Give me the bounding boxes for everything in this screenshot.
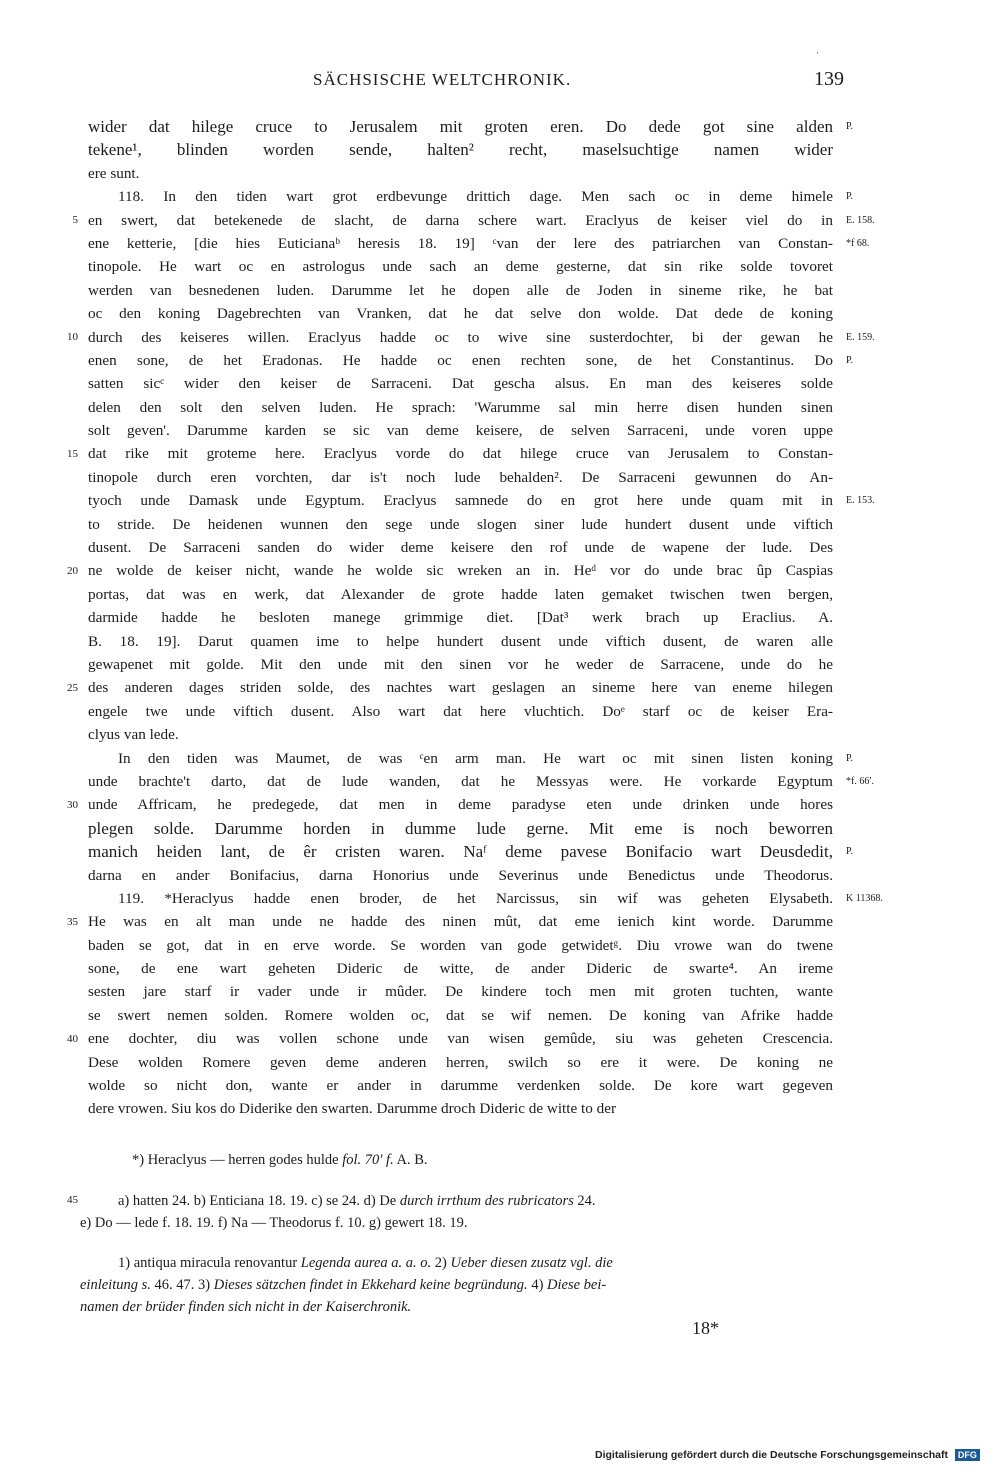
margin-reference: P.: [846, 846, 853, 858]
note-row-1: [80, 1252, 835, 1274]
note-row-3: namen der brüder finden sich nicht in der Kaiserchronik.: [80, 1299, 412, 1315]
text-line: werden van besnedenen luden. Darumme let he dopen alle de Joden in sineme rike, he bat: [88, 281, 833, 299]
line-number: 35: [67, 915, 78, 928]
text-line: enen sone, de het Eradonas. He hadde oc enen rechten sone, de het Constantinus. Do: [88, 351, 833, 369]
text-line: ne wolde de keiser nicht, wande he wolde sic wreken an in. Heᵈ vor do unde brac ûp Caspias: [88, 562, 833, 580]
text-line: clyus van lede.: [88, 726, 179, 744]
text-line: darna en ander Bonifacius, darna Honorius unde Severinus unde Benedictus unde Theodorus.: [88, 866, 833, 884]
text-line: 119. *Heraclyus hadde enen broder, de het Narcissus, sin wif was geheten Elysabeth.: [118, 889, 833, 907]
running-head: SÄCHSISCHE WELTCHRONIK.: [313, 70, 572, 89]
text-line: plegen solde. Darumme horden in dumme lude gerne. Mit eme is noch beworren: [88, 818, 833, 838]
line-number: 10: [67, 330, 78, 343]
note-row-1d: Ueber diesen zusatz vgl. die: [450, 1255, 613, 1271]
variant-row-1-text: a) hatten 24. b) Enticiana 18. 19. c) se 24. d) De: [118, 1193, 400, 1209]
margin-reference: P.: [846, 191, 853, 203]
text-line: unde Affricam, he predegede, dat men in deme paradyse eten unde drinken unde hores: [88, 796, 833, 814]
footer-credit: [595, 1449, 980, 1461]
text-line: satten sicᶜ wider den keiser de Sarraceni. Dat gescha alsus. En man des keiseres solde: [88, 375, 833, 393]
variant-row-1: [80, 1190, 835, 1212]
text-line: 118. In den tiden wart grot erdbevunge drittich dage. Men sach oc in deme himele: [118, 188, 833, 206]
footnote-star-suffix: A. B.: [393, 1152, 428, 1168]
text-line: engele twe unde viftich dusent. Also wart dat here vluchtich. Doᵉ starf oc de keiser Era-: [88, 702, 833, 720]
variants-line-number: 45: [67, 1194, 78, 1206]
text-line: darmide hadde he besloten manege grimmige diet. [Dat³ werk brach up Eraclius. A.: [88, 609, 833, 627]
note-row-2: [80, 1274, 835, 1296]
text-line: sesten jare starf ir vader unde ir mûder. De kindere toch men mit groten tuchten, wante: [88, 983, 833, 1001]
line-number: 20: [67, 564, 78, 577]
text-line: oc den koning Dagebrechten van Vranken, dat he dat selve don wolde. Dat dede de koning: [88, 305, 833, 323]
text-line: B. 18. 19]. Darut quamen ime to helpe hundert dusent unde viftich dusent, de waren alle: [88, 632, 833, 650]
text-line: manich heiden lant, de êr cristen waren. Naᶠ deme pavese Bonifacio wart Deusdedit,: [88, 842, 833, 862]
text-line: se swert nemen solden. Romere wolden oc, dat se wif nemen. De koning van Afrike hadde: [88, 1006, 833, 1024]
margin-reference: P.: [846, 752, 853, 764]
note-row-2e: Diese bei-: [547, 1277, 607, 1293]
margin-reference: K 11368.: [846, 893, 883, 905]
note-row-2b: 46. 47. 3): [150, 1277, 214, 1293]
text-line: wider dat hilege cruce to Jerusalem mit groten eren. Do dede got sine alden: [88, 117, 833, 136]
text-line: In den tiden was Maumet, de was ᶜen arm man. He wart oc mit sinen listen koning: [118, 749, 833, 767]
note-row-1a: 1) antiqua miracula renovantur: [118, 1255, 301, 1271]
text-line: ene dochter, diu was vollen schone unde van wisen gemûde, siu was geheten Crescencia.: [88, 1030, 833, 1048]
text-line: sone, de ene wart geheten Dideric de witte, de ander Dideric de swarte⁴. An ireme: [88, 960, 833, 978]
text-line: tinopole. He wart oc en astrologus unde sach an deme gesterne, dat sin rike solde tovoret: [88, 258, 833, 276]
footnote-star: [80, 1152, 887, 1169]
line-number: 30: [67, 798, 78, 811]
line-number: 40: [67, 1032, 78, 1045]
margin-reference: P.: [846, 121, 853, 132]
text-line: ere sunt.: [88, 164, 140, 182]
main-text: [88, 115, 833, 1121]
note-row-2a: einleitung s.: [80, 1277, 151, 1293]
margin-reference: P.: [846, 355, 853, 366]
text-line: dat rike mit groteme here. Eraclyus vorde do dat hilege cruce van Jerusalem to Constan-: [88, 445, 833, 463]
text-line: tekene¹, blinden worden sende, halten² recht, maselsuchtige namen wider: [88, 140, 833, 160]
text-line: dere vrowen. Siu kos do Diderike den swarten. Darumme droch Dideric de witte to der: [88, 1100, 617, 1118]
footnote-star-italic: fol. 70′ f.: [342, 1152, 394, 1168]
text-line: portas, dat was en werk, dat Alexander de grote hadde laten gemaket twischen twen bergen,: [88, 585, 833, 603]
line-number: 5: [72, 213, 78, 226]
editor-notes: [80, 1252, 835, 1318]
text-line: to stride. De heidenen wunnen den sege unde slogen siner lude hundert dusent unde viftich: [88, 515, 833, 533]
margin-reference: E. 153.: [846, 495, 875, 507]
line-number: 25: [67, 681, 78, 694]
footer-text: Digitalisierung gefördert durch die Deutsche Forschungsgemeinschaft: [595, 1449, 948, 1461]
text-line: He was en alt man unde ne hadde des ninen mût, dat eme ienich kint worde. Darumme: [88, 913, 833, 931]
text-line: dusent. De Sarraceni sanden do wider deme keisere den rof unde de wapene der lude. Des: [88, 539, 833, 557]
margin-reference: *f. 66′.: [846, 776, 875, 788]
note-row-2c: Dieses sätzchen findet in Ekkehard keine begründung.: [213, 1277, 528, 1293]
variant-row-2: e) Do — lede f. 18. 19. f) Na — Theodorus f. 10. g) gewert 18. 19.: [80, 1215, 468, 1231]
signature-mark: 18*: [692, 1318, 719, 1338]
text-line: ene ketterie, [die hies Euticianaᵇ heresis 18. 19] ᶜvan der lere des patriarchen van Constan-: [88, 234, 833, 252]
note-row-1c: 2): [431, 1255, 451, 1271]
text-line: delen den solt den selven luden. He sprach: 'Warumme sal min herre disen hunden sinen: [88, 398, 833, 416]
footnote-star-prefix: *) Heraclyus — herren godes hulde: [132, 1152, 343, 1168]
margin-reference: E. 159.: [846, 331, 875, 343]
note-row-1b: Legenda aurea a. a. o.: [300, 1255, 432, 1271]
text-line: wolde so nicht don, wante er ander in darumme verdenken solde. De kore wart gegeven: [88, 1077, 833, 1095]
top-mark: ·: [816, 48, 819, 58]
text-line: durch des keiseres willen. Eraclyus hadde oc to wive sine susterdochter, bi der gewan he: [88, 328, 833, 346]
variant-apparatus: [80, 1190, 835, 1234]
text-line: des anderen dages striden solde, des nachtes wart geslagen an sineme here van eneme hilegen: [88, 679, 833, 697]
variant-row-1-italic: durch irrthum des rubricators: [399, 1193, 574, 1209]
text-line: unde brachte't darto, dat de lude wanden, dat he Messyas were. He vorkarde Egyptum: [88, 772, 833, 790]
text-line: baden se got, dat in en erve worde. Se worden van gode getwidetᵍ. Diu vrowe wan do twene: [88, 936, 833, 954]
note-row-2d: 4): [527, 1277, 548, 1293]
text-line: gewapenet mit golde. Mit den unde mit den sinen vor he weder de Sarracene, unde do he: [88, 655, 833, 673]
page-number: 139: [814, 68, 844, 90]
text-line: tinopole durch eren vorchten, dar is't noch lude behalden². De Sarraceni gewunnen do An-: [88, 468, 833, 486]
dfg-logo: DFG: [955, 1449, 980, 1461]
margin-reference: E. 158.: [846, 214, 875, 226]
text-line: solt geven'. Darumme karden se sic van deme keisere, de selven Sarraceni, unde voren uppe: [88, 422, 833, 440]
margin-reference: *f 68.: [846, 238, 870, 249]
variant-row-1-end: 24.: [573, 1193, 596, 1209]
text-line: tyoch unde Damask unde Egyptum. Eraclyus samnede do en grot here unde quam mit in: [88, 492, 833, 510]
text-line: en swert, dat betekenede de slacht, de darna schere wart. Eraclyus de keiser viel do in: [88, 211, 833, 229]
line-number: 15: [67, 447, 78, 460]
text-line: Dese wolden Romere geven deme anderen herren, swilch so ere it were. De koning ne: [88, 1053, 833, 1071]
